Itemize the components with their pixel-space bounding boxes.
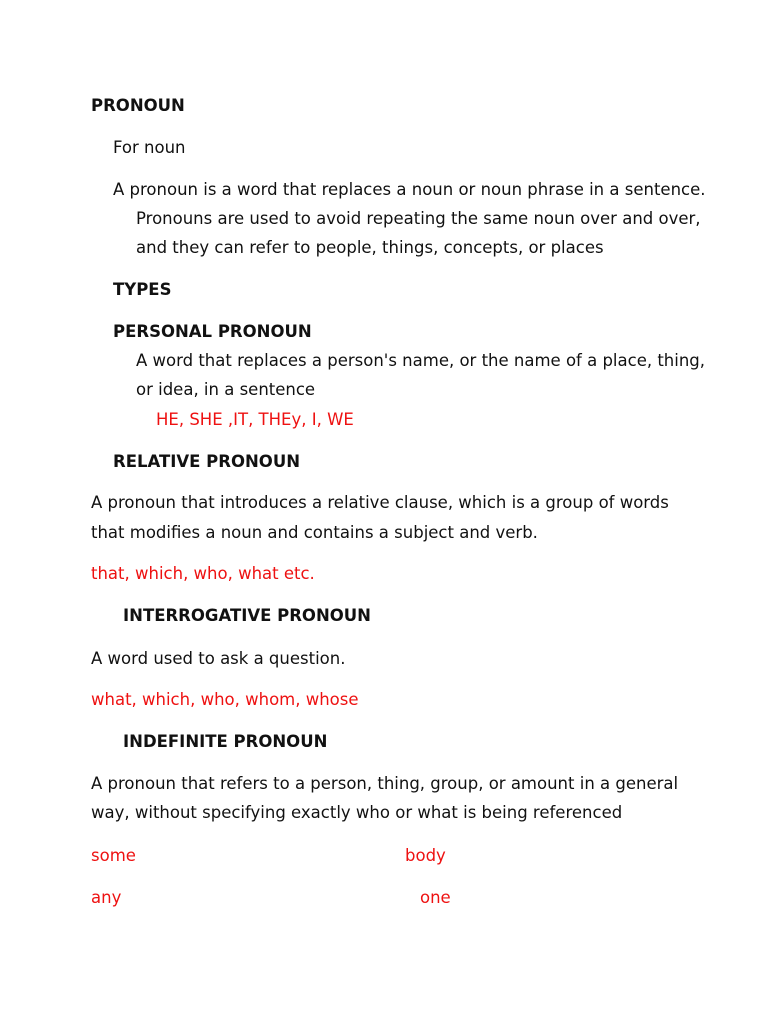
relative-pronoun-examples: that, which, who, what etc. (91, 564, 315, 583)
relative-pronoun-desc-line-2: that modifies a noun and contains a subject and verb. (91, 523, 538, 542)
interrogative-pronoun-desc: A word used to ask a question. (91, 649, 346, 668)
interrogative-pronoun-examples: what, which, who, whom, whose (91, 690, 359, 709)
personal-pronoun-examples: HE, SHE ,IT, THEy, I, WE (156, 410, 354, 429)
personal-pronoun-desc-line-1: A word that replaces a person's name, or the name of a place, thing, (136, 351, 706, 370)
definition-line-3: and they can refer to people, things, concepts, or places (136, 238, 604, 257)
doc-title: PRONOUN (91, 96, 185, 115)
indefinite-example-body: body (405, 846, 446, 865)
personal-pronoun-desc-line-2: or idea, in a sentence (136, 380, 316, 399)
types-heading: TYPES (113, 280, 172, 299)
doc-subtitle: For noun (113, 138, 186, 157)
definition-line-2: Pronouns are used to avoid repeating the same noun over and over, (136, 209, 701, 228)
indefinite-pronoun-heading: INDEFINITE PRONOUN (123, 732, 328, 751)
personal-pronoun-heading: PERSONAL PRONOUN (113, 322, 312, 341)
indefinite-pronoun-desc-line-1: A pronoun that refers to a person, thing, group, or amount in a general (91, 774, 679, 793)
interrogative-pronoun-heading: INTERROGATIVE PRONOUN (123, 606, 371, 625)
indefinite-example-one: one (420, 888, 451, 907)
indefinite-example-some: some (91, 846, 136, 865)
relative-pronoun-desc-line-1: A pronoun that introduces a relative clause, which is a group of words (91, 493, 669, 512)
definition-line-1: A pronoun is a word that replaces a noun or noun phrase in a sentence. (113, 180, 706, 199)
relative-pronoun-heading: RELATIVE PRONOUN (113, 452, 301, 471)
indefinite-pronoun-desc-line-2: way, without specifying exactly who or what is being referenced (91, 803, 623, 822)
indefinite-example-any: any (91, 888, 122, 907)
